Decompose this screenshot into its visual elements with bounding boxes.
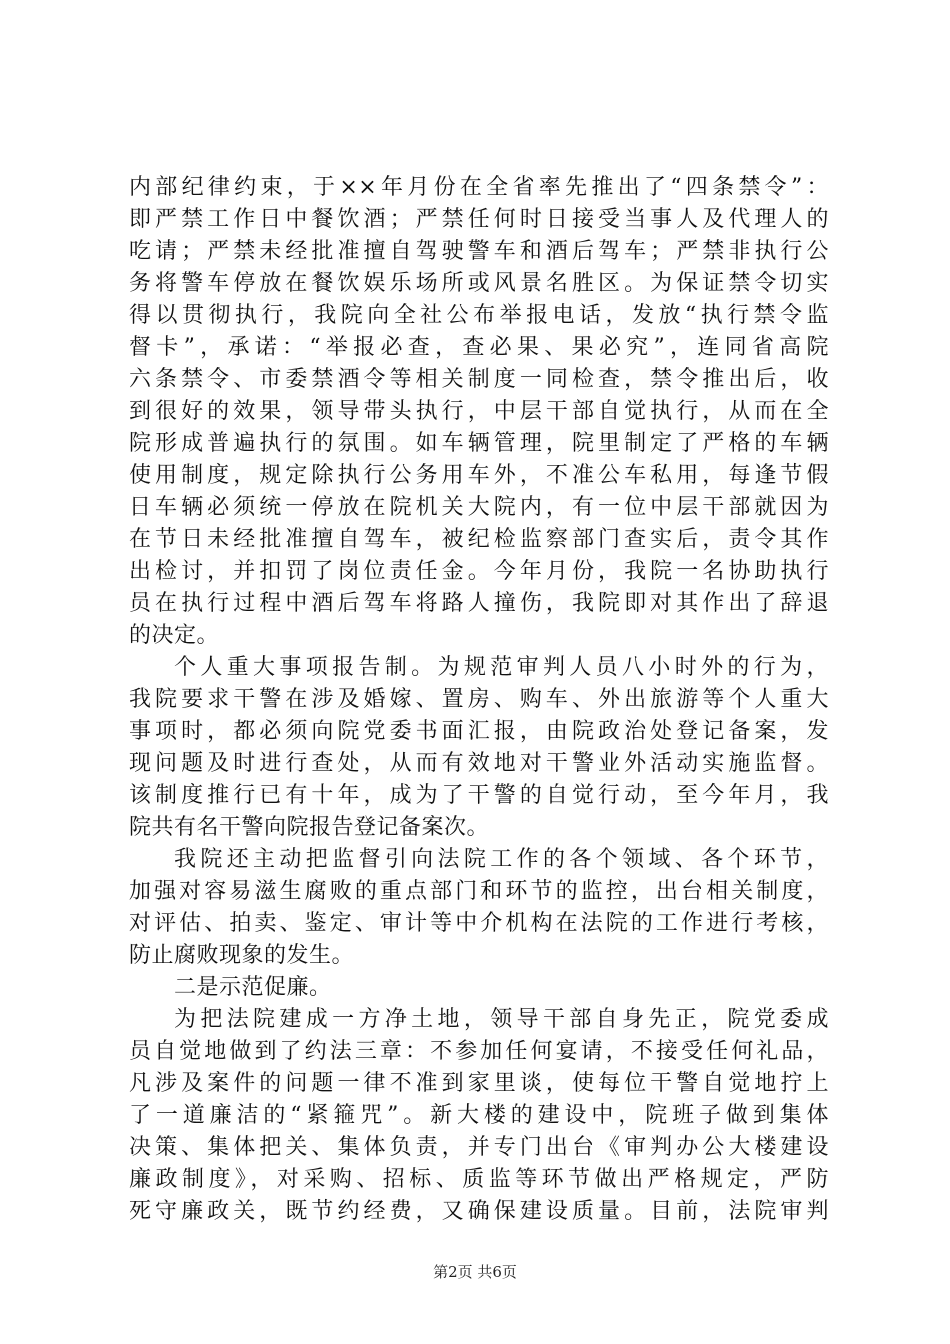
text-line: 院形成普遍执行的氛围。如车辆管理，院里制定了严格的车辆 — [129, 431, 829, 456]
page-footer: 第2页 共6页 — [433, 1263, 517, 1281]
paragraph-first-line: 为把法院建成一方净土地，领导干部自身先正，院党委成 — [174, 1007, 829, 1032]
paragraph-first-line: 我院还主动把监督引向法院工作的各个领域、各个环节， — [174, 847, 829, 872]
text-line: 决策、集体把关、集体负责，并专门出台《审判办公大楼建设 — [129, 1135, 829, 1160]
text-line: 出检讨，并扣罚了岗位责任金。今年月份，我院一名协助执行 — [129, 559, 829, 584]
text-line: 吃请；严禁未经批准擅自驾驶警车和酒后驾车；严禁非执行公 — [129, 239, 829, 264]
text-line: 加强对容易滋生腐败的重点部门和环节的监控，出台相关制度， — [129, 879, 829, 904]
body-text — [129, 172, 829, 1228]
text-line: 死守廉政关，既节约经费，又确保建设质量。目前，法院审判 — [129, 1199, 829, 1224]
text-line: 该制度推行已有十年，成为了干警的自觉行动，至今年月，我 — [129, 783, 829, 808]
text-line: 防止腐败现象的发生。 — [129, 943, 355, 968]
text-line: 使用制度，规定除执行公务用车外，不准公车私用，每逢节假 — [129, 463, 829, 488]
text-line: 内部纪律约束，于××年月份在全省率先推出了“四条禁令”： — [129, 175, 829, 200]
text-line: 对评估、拍卖、鉴定、审计等中介机构在法院的工作进行考核， — [129, 911, 829, 936]
text-line: 我院要求干警在涉及婚嫁、置房、购车、外出旅游等个人重大 — [129, 687, 829, 712]
text-line: 员在执行过程中酒后驾车将路人撞伤，我院即对其作出了辞退 — [129, 591, 829, 616]
text-line: 督卡”，承诺：“举报必查，查必果、果必究”，连同省高院 — [129, 335, 829, 360]
text-line: 事项时，都必须向院党委书面汇报，由院政治处登记备案，发 — [129, 719, 829, 744]
text-line: 现问题及时进行查处，从而有效地对干警业外活动实施监督。 — [129, 751, 829, 776]
paragraph-first-line: 个人重大事项报告制。为规范审判人员八小时外的行为， — [174, 655, 829, 680]
text-line: 员自觉地做到了约法三章：不参加任何宴请，不接受任何礼品， — [129, 1039, 829, 1064]
text-line: 院共有名干警向院报告登记备案次。 — [129, 815, 490, 840]
text-line: 得以贯彻执行，我院向全社公布举报电话，发放“执行禁令监 — [129, 303, 829, 328]
text-line: 廉政制度》，对采购、招标、质监等环节做出严格规定，严防 — [129, 1167, 829, 1192]
text-line: 了一道廉洁的“紧箍咒”。新大楼的建设中，院班子做到集体 — [129, 1103, 829, 1128]
text-line: 务将警车停放在餐饮娱乐场所或风景名胜区。为保证禁令切实 — [129, 271, 829, 296]
text-line: 在节日未经批准擅自驾车，被纪检监察部门查实后，责令其作 — [129, 527, 829, 552]
section-heading: 二是示范促廉。 — [174, 975, 332, 1000]
text-line: 到很好的效果，领导带头执行，中层干部自觉执行，从而在全 — [129, 399, 829, 424]
text-line: 即严禁工作日中餐饮酒；严禁任何时日接受当事人及代理人的 — [129, 207, 829, 232]
text-line: 日车辆必须统一停放在院机关大院内，有一位中层干部就因为 — [129, 495, 829, 520]
text-line: 六条禁令、市委禁酒令等相关制度一同检查，禁令推出后，收 — [129, 367, 829, 392]
text-line: 凡涉及案件的问题一律不准到家里谈，使每位干警自觉地拧上 — [129, 1071, 829, 1096]
text-line: 的决定。 — [129, 623, 220, 648]
